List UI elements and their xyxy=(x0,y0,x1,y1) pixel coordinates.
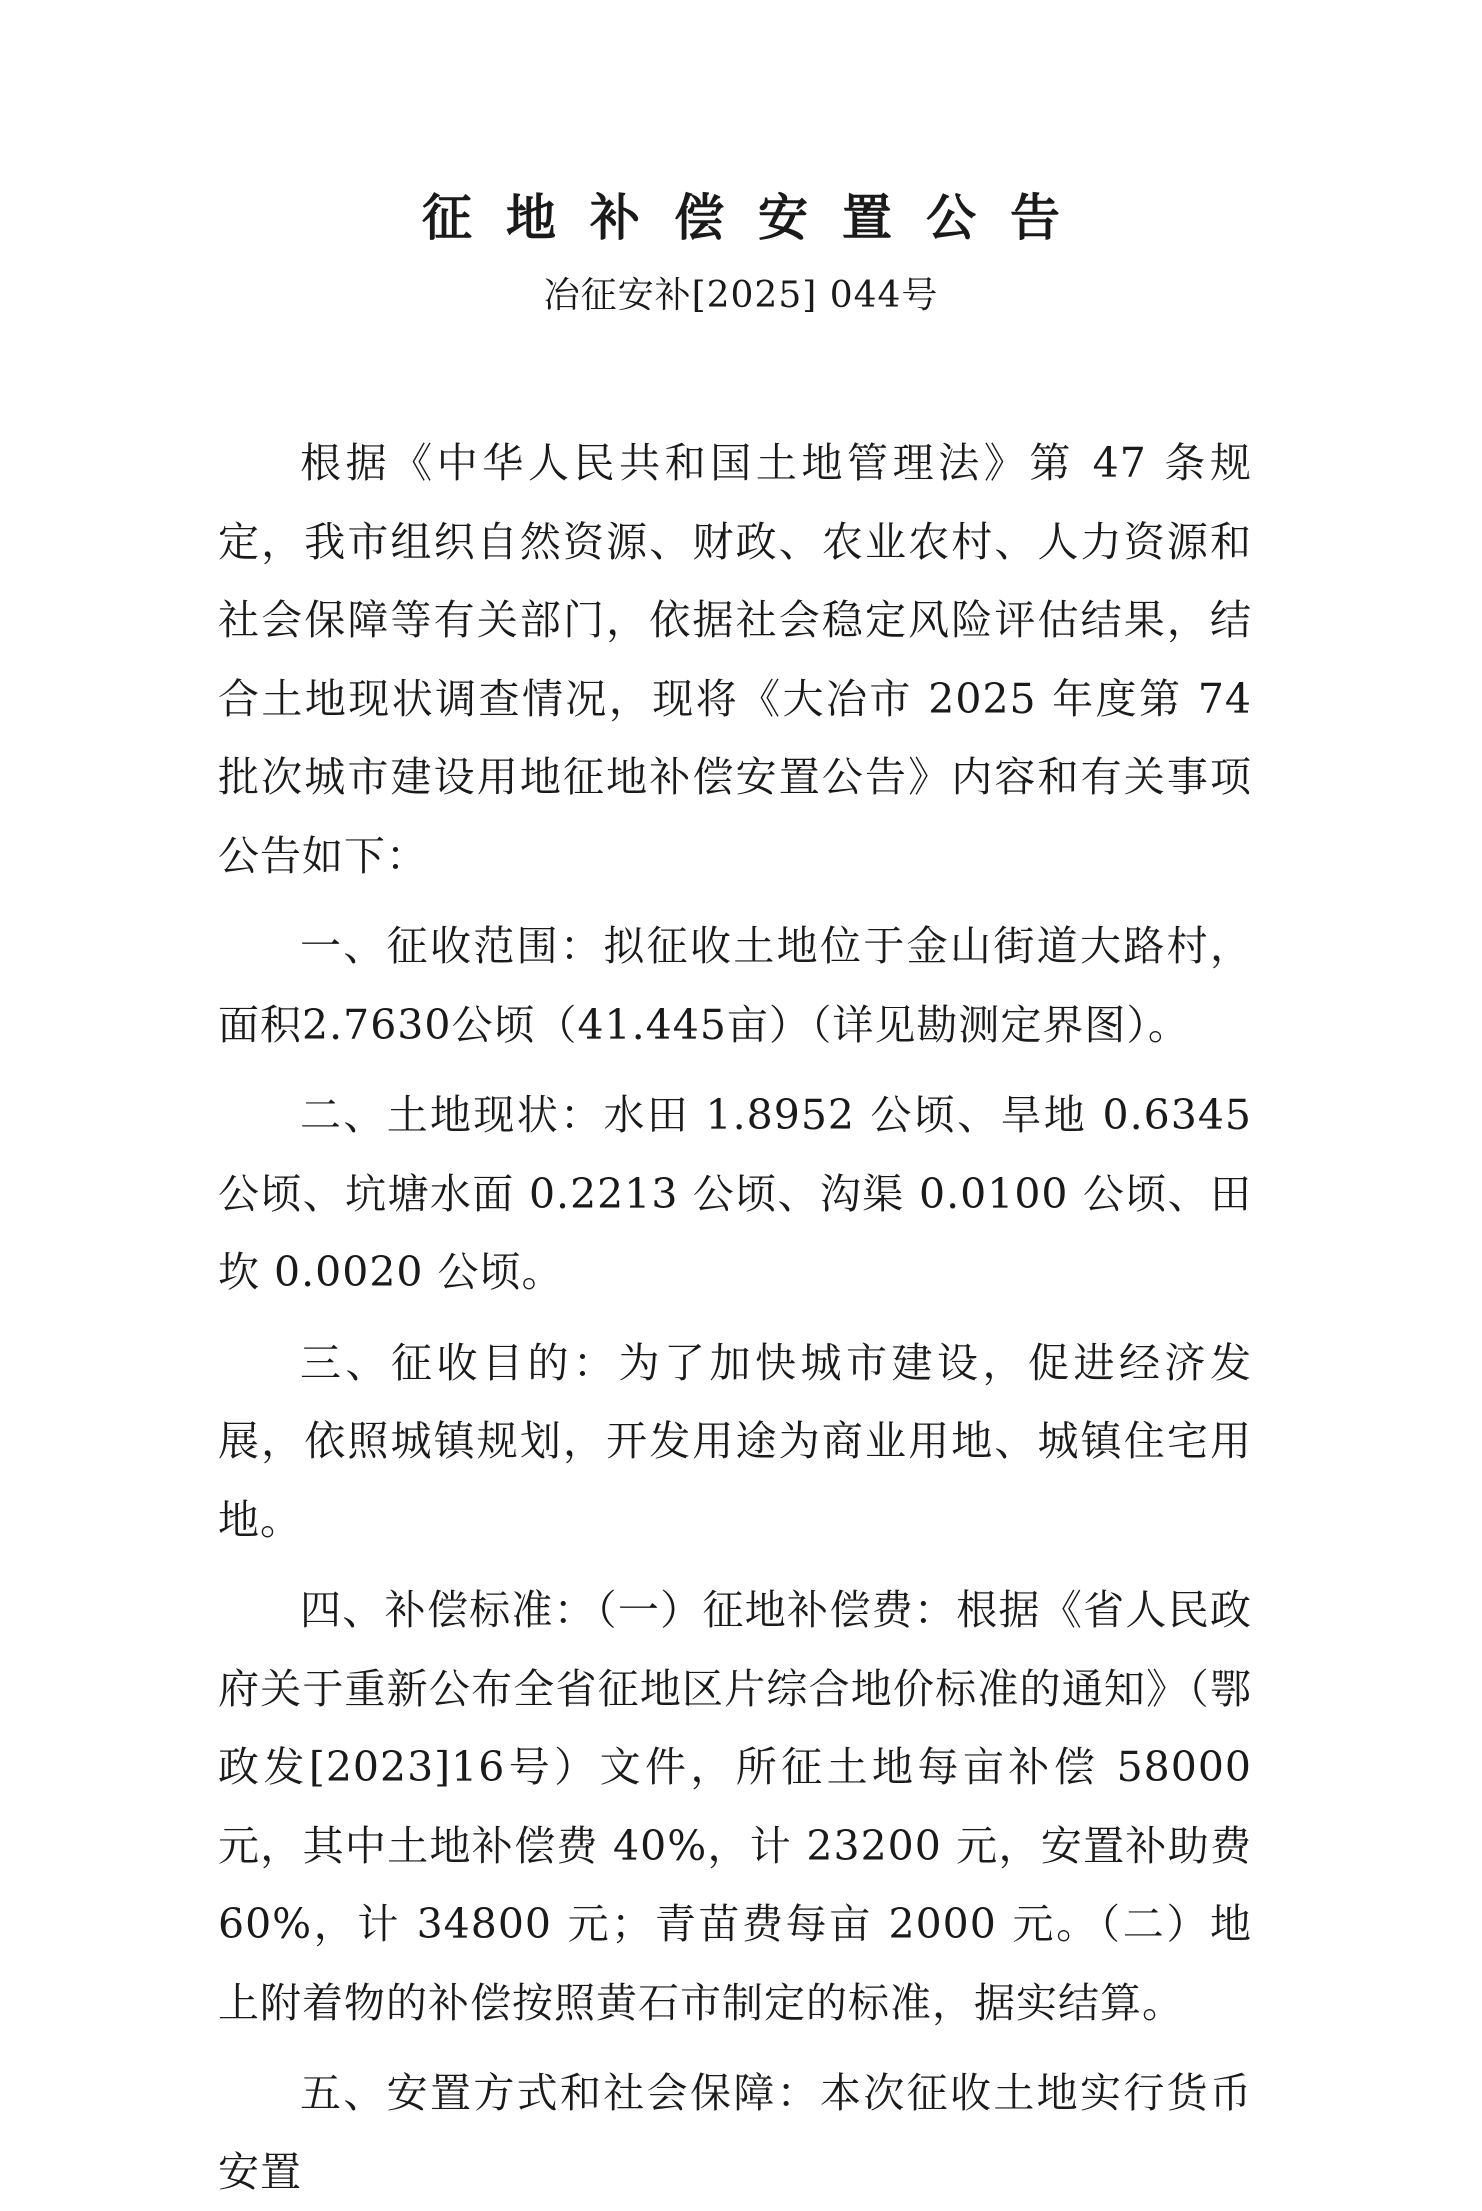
paragraph-purpose: 三、征收目的：为了加快城市建设，促进经济发展，依照城镇规划，开发用途为商业用地、城镇住宅用地。 xyxy=(218,1338,1252,1544)
paragraph-land-status: 二、土地现状：水田 1.8952 公顷、旱地 0.6345 公顷、坑塘水面 0.2213 公顷、沟渠 0.0100 公顷、田坎 0.0020 公顷。 xyxy=(218,1091,1252,1296)
document-number: 冶征安补[2025] 044号 xyxy=(543,275,939,316)
paragraph-intro: 根据《中华人民共和国土地管理法》第 47 条规定，我市组织自然资源、财政、农业农村、人力资源和社会保障等有关部门，依据社会稳定风险评估结果，结合土地现状调查情况，现将《大冶市 2025 年度第 74 批次城市建设用地征地补偿安置公告》内容和有关事项公告如下： xyxy=(218,439,1252,880)
paragraph-compensation: 四、补偿标准：（一）征地补偿费：根据《省人民政府关于重新公布全省征地区片综合地价标准的通知》（鄂政发[2023]16号）文件，所征土地每亩补偿 58000 元，其中土地补偿费 40%，计 23200 元，安置补助费 60%，计 34800 元；青苗费每亩 2000 元。（二）地上附着物的补偿按照黄石市制定的标准，据实结算。 xyxy=(218,1586,1252,2027)
paragraph-resettlement: 五、安置方式和社会保障：本次征收土地实行货币安置 xyxy=(218,2069,1252,2196)
paragraph-scope: 一、征收范围：拟征收土地位于金山街道大路村，面积2.7630公顷（41.445亩）（详见勘测定界图）。 xyxy=(218,922,1252,1049)
document-body xyxy=(218,424,1252,2211)
document-title: 征地补偿安置公告 xyxy=(422,189,1094,247)
